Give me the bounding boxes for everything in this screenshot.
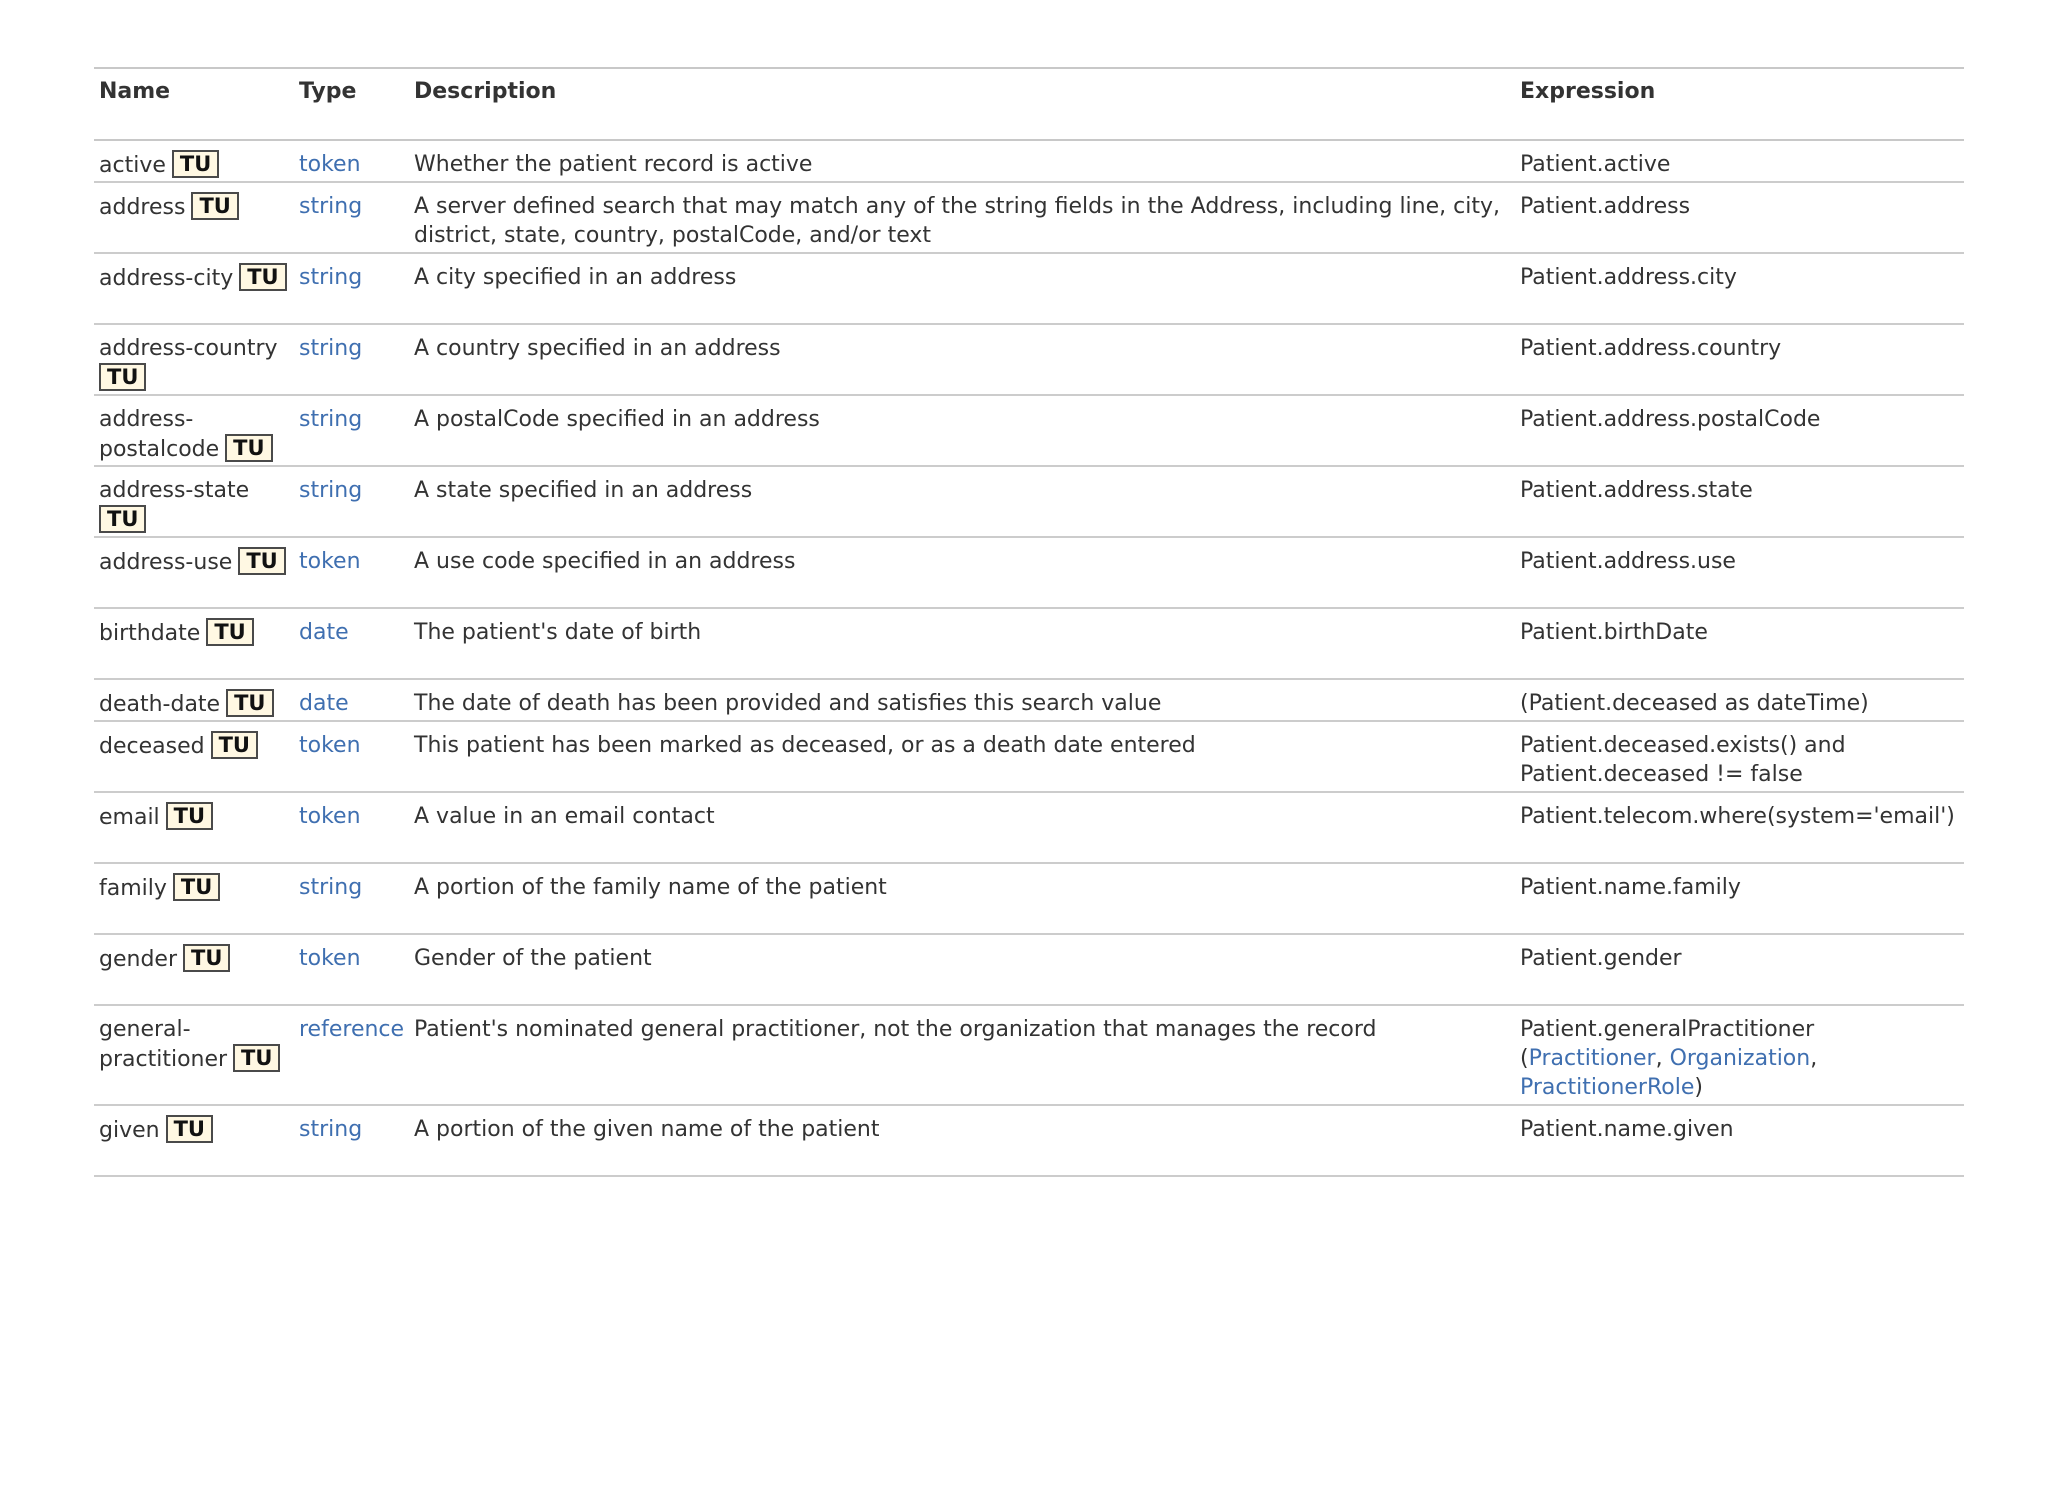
tu-badge[interactable]: TU: [239, 263, 286, 291]
param-expression: Patient.address.postalCode: [1515, 395, 1964, 466]
search-parameters-table-container: [94, 67, 1964, 1177]
param-type-link[interactable]: token: [299, 152, 361, 177]
param-type-cell: [294, 1105, 409, 1176]
column-header-type: Type: [294, 69, 409, 140]
search-parameters-table: [94, 69, 1964, 1177]
param-name: address-city: [99, 266, 234, 291]
tu-badge[interactable]: TU: [238, 547, 285, 575]
param-type-cell: [294, 253, 409, 324]
param-type-cell: [294, 537, 409, 608]
tu-badge[interactable]: TU: [226, 689, 273, 717]
table-row: [94, 934, 1964, 1005]
param-expression-line2: Patient.deceased != false: [1520, 762, 1803, 787]
param-name: active: [99, 153, 166, 178]
column-header-expression: Expression: [1515, 69, 1964, 140]
tu-badge[interactable]: TU: [173, 873, 220, 901]
param-type-cell: [294, 608, 409, 679]
param-expression: Patient.address.state: [1515, 466, 1964, 537]
param-expression: Patient.telecom.where(system='email'): [1515, 792, 1964, 863]
table-row: [94, 253, 1964, 324]
param-name-line2: practitioner: [99, 1047, 228, 1072]
param-name-cell: [94, 608, 294, 679]
param-name-line2: postalcode: [99, 437, 220, 462]
param-description: The date of death has been provided and satisfies this search value: [409, 679, 1515, 721]
param-name-cell: [94, 679, 294, 721]
param-description: A country specified in an address: [409, 324, 1515, 395]
table-row: [94, 537, 1964, 608]
param-name-cell: [94, 721, 294, 792]
param-description: Whether the patient record is active: [409, 140, 1515, 182]
param-type-link[interactable]: string: [299, 265, 363, 290]
table-header-row: [94, 69, 1964, 140]
tu-badge[interactable]: TU: [183, 944, 230, 972]
param-type-cell: [294, 182, 409, 253]
tu-badge[interactable]: TU: [191, 192, 238, 220]
table-row: [94, 140, 1964, 182]
table-row: [94, 792, 1964, 863]
table-row: [94, 1105, 1964, 1176]
param-name: address-use: [99, 550, 233, 575]
table-row: [94, 466, 1964, 537]
param-type-cell: [294, 792, 409, 863]
table-row: [94, 608, 1964, 679]
param-description: A use code specified in an address: [409, 537, 1515, 608]
param-expression: Patient.generalPractitioner: [1520, 1017, 1815, 1042]
param-expression: Patient.address: [1515, 182, 1964, 253]
param-name-cell: [94, 934, 294, 1005]
param-name-cell: [94, 253, 294, 324]
param-name: given: [99, 1118, 160, 1143]
tu-badge[interactable]: TU: [166, 1115, 213, 1143]
param-name: death-date: [99, 692, 221, 717]
param-type-link[interactable]: string: [299, 875, 363, 900]
param-name: deceased: [99, 734, 205, 759]
param-expression: Patient.address.country: [1515, 324, 1964, 395]
param-expression: Patient.name.given: [1515, 1105, 1964, 1176]
param-name-cell: [94, 537, 294, 608]
column-header-name: Name: [94, 69, 294, 140]
tu-badge[interactable]: TU: [172, 150, 219, 178]
param-type-link[interactable]: token: [299, 804, 361, 829]
param-type-link[interactable]: token: [299, 733, 361, 758]
param-type-cell: [294, 140, 409, 182]
param-type-cell: [294, 324, 409, 395]
param-description: A server defined search that may match any of the string fields in the Address, including line, city, district, state, country, postalCode, and/or text: [409, 182, 1515, 253]
param-expression: (Patient.deceased as dateTime): [1515, 679, 1964, 721]
table-row: [94, 324, 1964, 395]
param-description: A state specified in an address: [409, 466, 1515, 537]
param-name-cell: [94, 324, 294, 395]
param-type-link[interactable]: string: [299, 407, 363, 432]
param-type-link[interactable]: date: [299, 620, 349, 645]
tu-badge[interactable]: TU: [225, 434, 272, 462]
param-type-cell: [294, 934, 409, 1005]
param-type-link[interactable]: string: [299, 336, 363, 361]
param-expression-cell: Patient.generalPractitioner (Practitioner, Organization, PractitionerRole): [1515, 1005, 1964, 1105]
param-name-cell: [94, 395, 294, 466]
param-expression: Patient.name.family: [1515, 863, 1964, 934]
param-name: birthdate: [99, 621, 201, 646]
param-description: The patient's date of birth: [409, 608, 1515, 679]
table-row: [94, 721, 1964, 792]
tu-badge[interactable]: TU: [99, 363, 146, 391]
param-name-cell: [94, 140, 294, 182]
param-expression-cell: [1515, 721, 1964, 792]
param-type-cell: [294, 863, 409, 934]
param-description: A city specified in an address: [409, 253, 1515, 324]
param-name-cell: [94, 863, 294, 934]
param-type-link[interactable]: token: [299, 946, 361, 971]
tu-badge[interactable]: TU: [233, 1044, 280, 1072]
param-name: address-country: [99, 336, 278, 361]
param-name-cell: [94, 466, 294, 537]
table-row: [94, 1005, 1964, 1105]
param-type-link[interactable]: string: [299, 478, 363, 503]
param-type-cell: [294, 1005, 409, 1105]
param-type-link[interactable]: token: [299, 549, 361, 574]
param-description: A portion of the family name of the patient: [409, 863, 1515, 934]
param-name-line1: address-: [99, 407, 194, 432]
param-name-cell: [94, 792, 294, 863]
param-name: email: [99, 805, 160, 830]
table-row: [94, 679, 1964, 721]
param-name-cell: [94, 1005, 294, 1105]
param-name-cell: [94, 1105, 294, 1176]
param-name: family: [99, 876, 167, 901]
table-row: [94, 395, 1964, 466]
param-expression: Patient.active: [1515, 140, 1964, 182]
param-expression: Patient.gender: [1515, 934, 1964, 1005]
param-name: gender: [99, 947, 177, 972]
table-row: [94, 182, 1964, 253]
param-description: Patient's nominated general practitioner, not the organization that manages the record: [409, 1005, 1515, 1105]
param-expression: Patient.address.use: [1515, 537, 1964, 608]
tu-badge[interactable]: TU: [206, 618, 253, 646]
tu-badge[interactable]: TU: [99, 505, 146, 533]
tu-badge[interactable]: TU: [166, 802, 213, 830]
param-type-cell: [294, 466, 409, 537]
param-description: A postalCode specified in an address: [409, 395, 1515, 466]
param-type-cell: [294, 395, 409, 466]
param-description: Gender of the patient: [409, 934, 1515, 1005]
target-link-practitioner-role[interactable]: PractitionerRole: [1520, 1075, 1695, 1100]
param-type-link[interactable]: reference: [299, 1017, 405, 1042]
table-row: [94, 863, 1964, 934]
param-type-link[interactable]: date: [299, 691, 349, 716]
param-expression-line1: Patient.deceased.exists() and: [1520, 733, 1846, 758]
param-description: A portion of the given name of the patient: [409, 1105, 1515, 1176]
param-name: address: [99, 195, 186, 220]
tu-badge[interactable]: TU: [211, 731, 258, 759]
column-header-description: Description: [409, 69, 1515, 140]
target-link-practitioner[interactable]: Practitioner: [1528, 1046, 1656, 1071]
param-expression: Patient.address.city: [1515, 253, 1964, 324]
param-expression: Patient.birthDate: [1515, 608, 1964, 679]
param-name: address-state: [99, 478, 250, 503]
param-type-cell: [294, 679, 409, 721]
param-name-cell: [94, 182, 294, 253]
param-description: A value in an email contact: [409, 792, 1515, 863]
param-type-cell: [294, 721, 409, 792]
param-type-link[interactable]: string: [299, 194, 363, 219]
param-name-line1: general-: [99, 1017, 191, 1042]
param-description: This patient has been marked as deceased, or as a death date entered: [409, 721, 1515, 792]
target-link-organization[interactable]: Organization: [1669, 1046, 1811, 1071]
param-type-link[interactable]: string: [299, 1117, 363, 1142]
